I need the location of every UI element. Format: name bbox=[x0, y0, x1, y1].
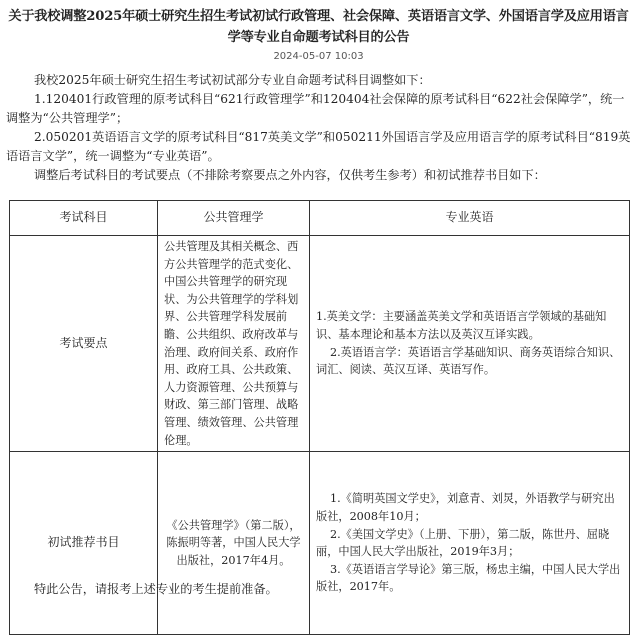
page-title: 关于我校调整2025年硕士研究生招生考试初试行政管理、社会保障、英语语言文学、外国语言学及应用语言学等专业自命题考试科目的公告 bbox=[8, 9, 629, 45]
english-point-2: 2.英语语言学：英语语言学基础知识、商务英语综合知识、词汇、阅读、英汉互译、英语写作。 bbox=[316, 345, 621, 377]
english-point-1: 1.英美文学：主要涵盖英美文学和英语语言学领域的基础知识、基本理论和基本方法以及英汉互译实践。 bbox=[316, 310, 607, 341]
table-row-exam-points bbox=[10, 236, 630, 452]
english-exam-points bbox=[310, 236, 630, 452]
closing-notice: 特此公告，请报考上述专业的考生提前准备。 bbox=[34, 582, 278, 596]
table-header-subject: 考试科目 bbox=[10, 201, 158, 236]
table-header-public-admin: 公共管理学 bbox=[158, 201, 310, 236]
intro-paragraph: 我校2025年硕士研究生招生考试初试部分专业自命题考试科目调整如下： bbox=[34, 73, 431, 87]
row-label-exam-points: 考试要点 bbox=[10, 236, 158, 452]
adjustment-item-2: 2.050201英语语言文学的原考试科目“817英美文学”和050211外国语言学及应用语言学的原考试科目“819英语语言文学”，统一调整为“专业英语”。 bbox=[6, 130, 631, 163]
row-label-booklist: 初试推荐书目 bbox=[10, 452, 158, 635]
english-book-3: 3.《英语语言学导论》第三版，杨忠主编，中国人民大学出版社，2017年。 bbox=[316, 562, 621, 594]
table-header-row bbox=[10, 201, 630, 236]
table-row-booklist bbox=[10, 452, 630, 635]
adjustment-item-1: 1.120401行政管理的原考试科目“621行政管理学”和120404社会保障的原考试科目“622社会保障学”，统一调整为“公共管理学”； bbox=[6, 92, 625, 125]
english-booklist bbox=[310, 452, 630, 635]
english-book-2: 2.《美国文学史》（上册、下册），第二版，陈世丹、屈晓丽，中国人民大学出版社，2019年3月； bbox=[316, 527, 610, 559]
public-admin-booklist: 《公共管理学》（第二版），陈振明等著，中国人民大学出版社，2017年4月。 bbox=[158, 452, 310, 635]
exam-subject-table bbox=[9, 200, 630, 635]
table-header-english: 专业英语 bbox=[310, 201, 630, 236]
public-admin-exam-points: 公共管理及其相关概念、西方公共管理学的范式变化、中国公共管理学的研究现状、为公共管理学的学科划界、公共管理学科发展前瞻、公共组织、政府改革与治理、政府间关系、政府作用、政府工具、公共政策、人力资源管理、公共预算与财政、第三部门管理、战略管理、绩效管理、公共管理伦理。 bbox=[158, 236, 310, 452]
table-intro-paragraph: 调整后考试科目的考试要点（不排除考察要点之外内容，仅供考生参考）和初试推荐书目如下： bbox=[34, 168, 546, 182]
english-book-1: 1.《简明英国文学史》，刘意青、刘炅，外语教学与研究出版社，2008年10月； bbox=[316, 492, 615, 523]
publish-date: 2024-05-07 10:03 bbox=[273, 51, 364, 62]
